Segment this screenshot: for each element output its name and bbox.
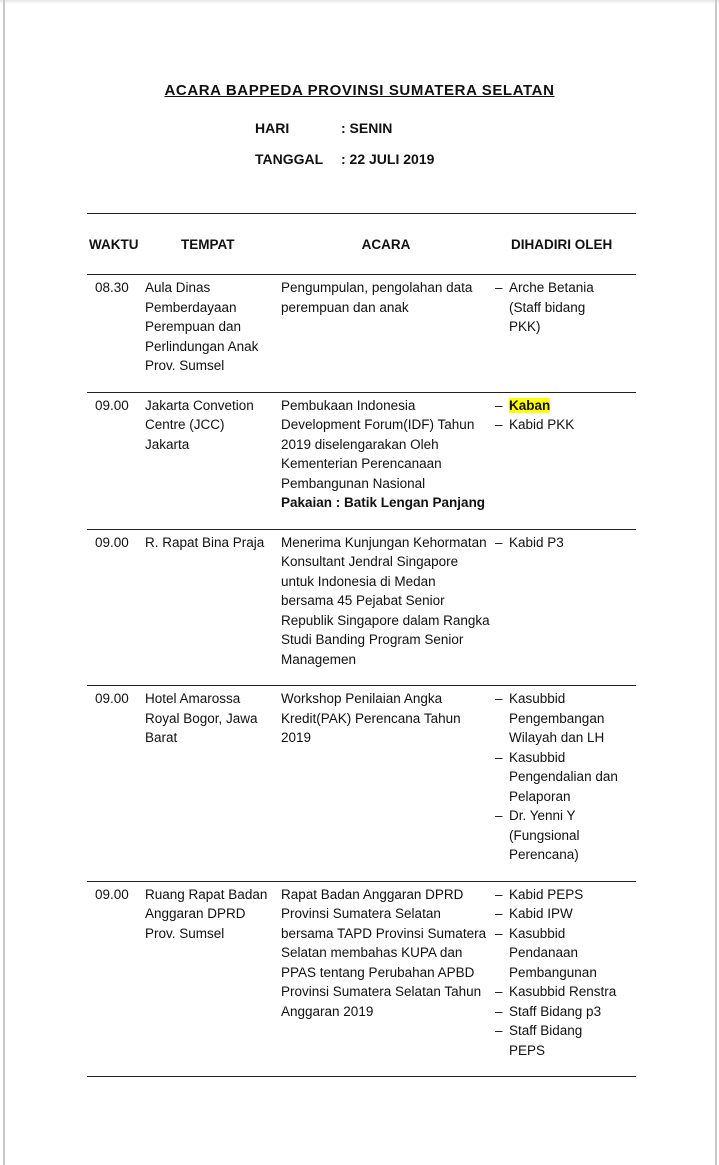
dash-bullet: –: [495, 906, 503, 921]
event-line: Konsultant Jendral Singapore: [281, 554, 459, 569]
dash-bullet: –: [495, 984, 503, 999]
attendee-item: [495, 806, 636, 865]
attendee-line: Kasubbid: [509, 749, 566, 765]
meta-day-value: : SENIN: [341, 120, 393, 136]
attendee-text: [509, 885, 636, 905]
place-line: Ruang Rapat Badan: [145, 886, 268, 902]
place-line: R. Rapat Bina Praja: [145, 534, 265, 550]
place-line: Barat: [145, 730, 178, 745]
place-line: Jakarta: [145, 436, 190, 452]
dress-code: Pakaian : Batik Lengan Panjang: [281, 495, 486, 510]
place-cell: [139, 885, 277, 944]
meta-block: [255, 118, 719, 169]
dash-bullet: –: [495, 1023, 503, 1038]
event-line: Studi Banding Program Senior: [281, 632, 464, 647]
attendee-text: [509, 1002, 636, 1022]
attendee-item: [495, 924, 636, 983]
event-line: PPAS tentang Perubahan APBD: [281, 964, 475, 980]
table-header: [87, 214, 636, 275]
event-line: Pembukaan Indonesia: [281, 397, 416, 413]
attendee-line: Staff Bidang p3: [509, 1003, 602, 1019]
attendee-line: Pembangunan: [509, 964, 597, 980]
attendee-item: [495, 533, 636, 553]
event-line: Pembangunan Nasional: [281, 475, 426, 491]
place-line: Perlindungan Anak: [145, 338, 259, 354]
header-event: ACARA: [361, 236, 411, 252]
attendee-item: [495, 904, 636, 924]
attendee-text: [509, 904, 636, 924]
event-line: bersama 45 Pejabat Senior: [281, 593, 445, 608]
attendee-text: [509, 982, 636, 1002]
attendees-cell: [495, 533, 636, 553]
attendee-line: Pengendalian dan: [509, 769, 618, 784]
table-row: [87, 530, 636, 687]
meta-date-value: : 22 JULI 2019: [341, 151, 435, 167]
attendee-text: [509, 806, 636, 865]
event-line: Managemen: [281, 651, 357, 667]
event-cell: [277, 533, 495, 670]
time-cell: 09.00: [95, 397, 129, 413]
attendee-line: Kabid P3: [509, 534, 564, 550]
table-row: [87, 275, 636, 393]
table-row: [87, 686, 636, 882]
attendee-line: [509, 396, 636, 416]
place-line: Pemberdayaan: [145, 299, 237, 315]
event-line: untuk Indonesia di Medan: [281, 573, 436, 589]
event-line: Menerima Kunjungan Kehormatan: [281, 534, 487, 550]
attendee-item: [495, 982, 636, 1002]
event-line: perempuan dan anak: [281, 299, 409, 315]
schedule-table: [87, 213, 636, 1077]
attendee-text: [509, 415, 636, 435]
header-place: TEMPAT: [181, 236, 235, 252]
place-cell: [139, 689, 277, 748]
place-cell: [139, 396, 277, 455]
event-line: Provinsi Sumatera Selatan Tahun: [281, 984, 482, 999]
event-line: Republik Singapore dalam Rangka: [281, 612, 490, 628]
attendee-text: [509, 924, 636, 983]
attendees-cell: [495, 396, 636, 435]
place-line: Royal Bogor, Jawa: [145, 710, 258, 726]
meta-date-label: TANGGAL: [255, 151, 324, 167]
dash-bullet: –: [495, 397, 503, 413]
attendee-line: Pelaporan: [509, 788, 571, 804]
attendee-text: [509, 278, 636, 337]
place-cell: [139, 278, 277, 376]
attendee-line: Arche Betania: [509, 280, 594, 295]
meta-day-label: HARI: [255, 120, 290, 136]
dash-bullet: –: [495, 534, 503, 550]
event-line: Workshop Penilaian Angka: [281, 691, 443, 706]
highlighted-attendee: Kaban: [509, 397, 551, 413]
meta-day: [255, 118, 719, 138]
meta-date: [255, 149, 719, 169]
event-cell: [277, 689, 495, 748]
dash-bullet: –: [495, 886, 503, 902]
attendee-line: (Fungsional: [509, 827, 580, 843]
place-line: Hotel Amarossa: [145, 691, 241, 706]
place-line: Prov. Sumsel: [145, 358, 225, 373]
attendee-line: Dr. Yenni Y: [509, 808, 576, 823]
attendee-line: Pendanaan: [509, 945, 579, 960]
time-cell: 09.00: [95, 691, 129, 706]
attendee-line: Kasubbid Renstra: [509, 984, 617, 999]
event-cell: [277, 396, 495, 513]
dash-bullet: –: [495, 691, 503, 706]
attendees-cell: [495, 689, 636, 865]
document-title: ACARA BAPPEDA PROVINSI SUMATERA SELATAN: [164, 82, 555, 99]
attendee-line: Staff Bidang: [509, 1023, 583, 1038]
dash-bullet: –: [495, 808, 503, 823]
dash-bullet: –: [495, 1003, 503, 1019]
event-line: Pengumpulan, pengolahan data: [281, 280, 473, 295]
place-line: Aula Dinas: [145, 280, 211, 295]
attendee-line: Kabid IPW: [509, 906, 573, 921]
attendee-line: Kasubbid: [509, 925, 566, 941]
event-line: Development Forum(IDF) Tahun: [281, 417, 475, 432]
event-line: Provinsi Sumatera Selatan: [281, 906, 441, 921]
dash-bullet: –: [495, 749, 503, 765]
attendee-item: [495, 278, 636, 337]
attendee-line: Pengembangan: [509, 710, 605, 726]
attendee-text: [509, 1021, 636, 1060]
attendees-cell: [495, 278, 636, 337]
place-line: Jakarta Convetion: [145, 397, 254, 413]
attendee-line: PEPS: [509, 1042, 546, 1058]
attendee-line: PKK): [509, 319, 541, 334]
table-row: [87, 393, 636, 530]
schedule-table-body: [87, 275, 636, 1077]
attendee-item: [495, 415, 636, 435]
attendee-line: Kabid PKK: [509, 417, 575, 432]
time-cell: 09.00: [95, 886, 129, 902]
event-line: Selatan membahas KUPA dan: [281, 945, 463, 960]
attendee-line: Perencana): [509, 847, 579, 862]
attendee-item: [495, 1021, 636, 1060]
attendee-text: [509, 748, 636, 807]
header-attendees: DIHADIRI OLEH: [511, 236, 613, 252]
attendee-item: [495, 689, 636, 748]
event-line: 2019: [281, 730, 312, 745]
event-line: bersama TAPD Provinsi Sumatera: [281, 925, 487, 941]
attendee-item: [495, 396, 636, 416]
event-line: Kementerian Perencanaan: [281, 456, 442, 471]
attendees-cell: [495, 885, 636, 1061]
place-cell: [139, 533, 277, 553]
attendee-text: [509, 533, 636, 553]
event-cell: [277, 278, 495, 317]
event-line: 2019 diselengarakan Oleh: [281, 436, 439, 452]
event-line: Anggaran 2019: [281, 1003, 374, 1019]
attendee-text: [509, 396, 636, 416]
dash-bullet: –: [495, 280, 503, 295]
place-line: Perempuan dan: [145, 319, 242, 334]
attendee-text: [509, 689, 636, 748]
time-cell: 08.30: [95, 280, 129, 295]
time-cell: 09.00: [95, 534, 129, 550]
attendee-item: [495, 885, 636, 905]
place-line: Prov. Sumsel: [145, 925, 225, 941]
attendee-line: (Staff bidang: [509, 299, 586, 315]
attendee-line: Kasubbid: [509, 691, 566, 706]
attendee-item: [495, 1002, 636, 1022]
attendee-line: Wilayah dan LH: [509, 730, 605, 745]
attendee-item: [495, 748, 636, 807]
place-line: Centre (JCC): [145, 417, 225, 432]
place-line: Anggaran DPRD: [145, 906, 246, 921]
header-time: WAKTU: [89, 236, 139, 252]
table-row: [87, 882, 636, 1078]
event-line: Kredit(PAK) Perencana Tahun: [281, 710, 461, 726]
event-cell: [277, 885, 495, 1022]
dash-bullet: –: [495, 417, 503, 432]
dash-bullet: –: [495, 925, 503, 941]
event-line: Rapat Badan Anggaran DPRD: [281, 886, 464, 902]
attendee-line: Kabid PEPS: [509, 886, 584, 902]
